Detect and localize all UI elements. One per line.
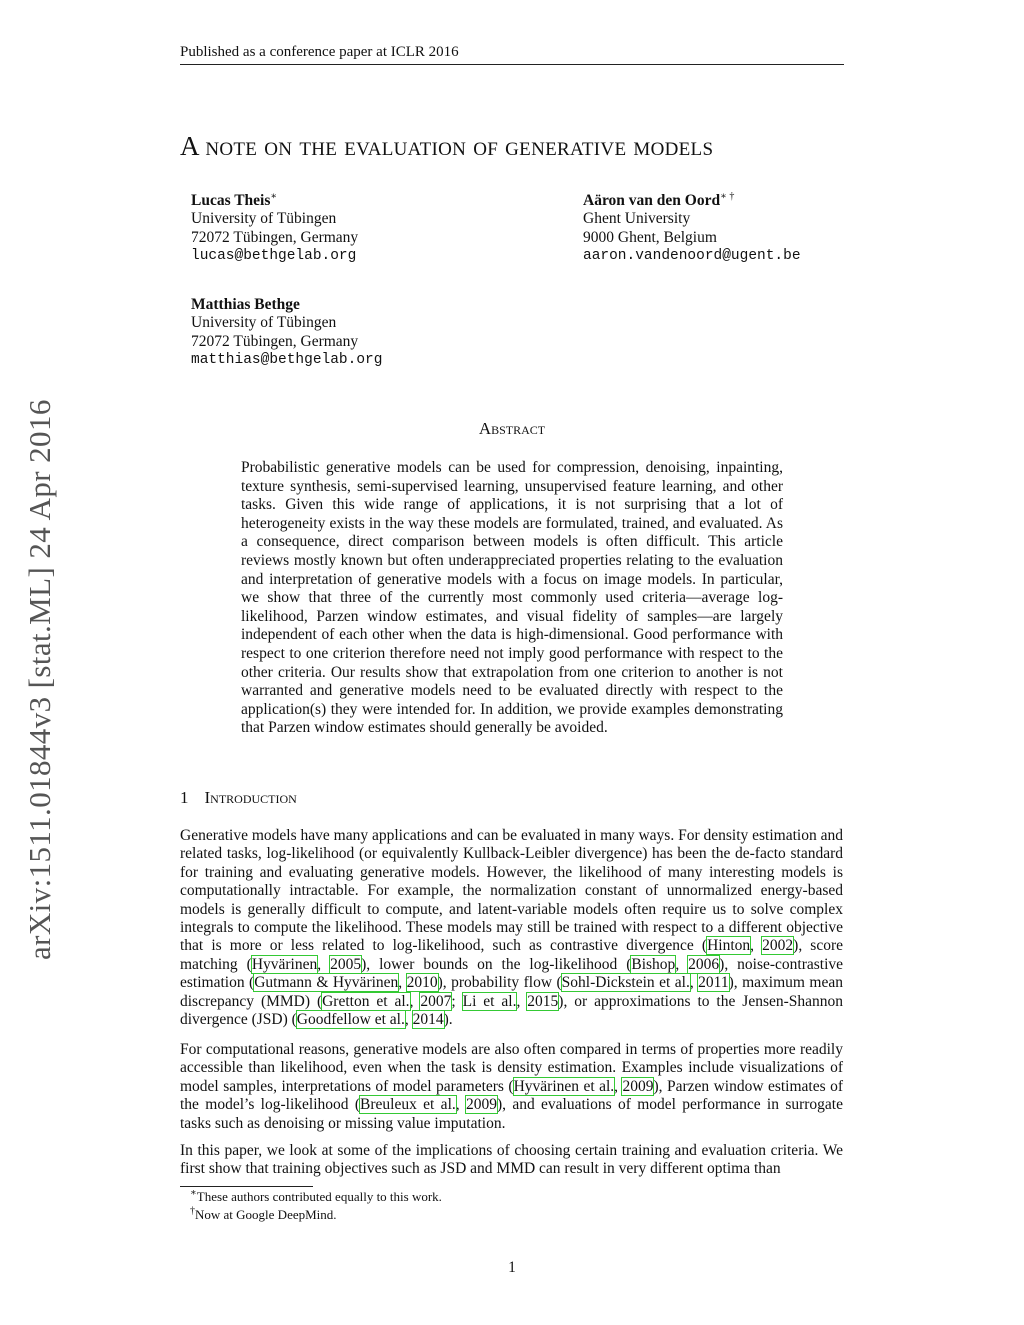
text-run: Generative models have many applications and can be evaluated in many ways. For density estimation and related tasks, log-likelihood (or equivalently Kullback-Leibler divergence) has been the de-facto standard for training and evaluating generative models. However, the likelihood of many interesting models is computationally intractable. For example, the normalization constant of unnormalized energy-based models is generally difficult to compute, and latent-variable models often require us to solve complex integrals to compute the likelihood. These models may still be trained with respect to a different objective that is more or less related to log-likelihood, such as contrastive divergence ( (180, 827, 843, 955)
author-affiliation: Ghent University (583, 210, 691, 228)
text-run: ), or approximations to the Jensen-Shannon divergence (JSD) ( (180, 992, 844, 1029)
citation-link[interactable]: Sohl-Dickstein et al. (561, 974, 690, 992)
citation-year-link[interactable]: 2015 (527, 992, 559, 1010)
footnote-text: These authors contributed equally to this work. (196, 1189, 442, 1204)
footnote-text: Now at Google DeepMind. (195, 1207, 337, 1222)
text-run: , (614, 1077, 623, 1095)
text-run: For computational reasons, generative models are also often compared in terms of properties more readily accessible than likelihood, even when the task is density estimation. Examples include visualizations of model samples, interpretations of model parameters ( (180, 1041, 843, 1095)
author-name: Aäron van den Oord (583, 192, 721, 209)
citation-link[interactable]: Gutmann & Hyvärinen (254, 974, 399, 992)
citation-link[interactable]: Li et al. (462, 992, 517, 1010)
footnote-mark: † (190, 1205, 195, 1217)
text-run: , (317, 955, 331, 973)
footnote-mark: ∗ (190, 1187, 197, 1199)
running-header: Published as a conference paper at ICLR 2016 (180, 44, 844, 65)
author-address: 9000 Ghent, Belgium (583, 228, 717, 246)
text-run: ), lower bounds on the log-likelihood ( (361, 955, 632, 973)
author-block-2 (583, 192, 801, 266)
citation-year-link[interactable]: 2011 (698, 974, 729, 992)
text-run: , (455, 1096, 466, 1114)
citation-link[interactable]: Breuleux et al. (360, 1096, 456, 1114)
intro-paragraph-3: In this paper, we look at some of the implications of choosing certain training and evaluation criteria. We first show that training objectives such as JSD and MMD can result in very different optima than (180, 1142, 843, 1178)
intro-paragraph-2 (180, 1041, 843, 1133)
author-block-1 (191, 192, 358, 266)
abstract-heading: Abstract (478, 419, 546, 438)
citation-link[interactable]: Hyvärinen (251, 955, 318, 973)
citation-year-link[interactable]: 2009 (465, 1096, 497, 1114)
text-run: ), noise-contrastive estimation ( (180, 955, 844, 992)
text-run: , (689, 974, 699, 992)
text-run: , (404, 1011, 413, 1029)
text-run: ), maximum mean discrepancy (MMD) ( (180, 974, 843, 1010)
text-run: ). (443, 1011, 453, 1029)
citation-link[interactable]: Bishop (631, 955, 676, 973)
author-email[interactable]: matthias@bethgelab.org (191, 352, 383, 369)
citation-year-link[interactable]: 2014 (412, 1011, 444, 1029)
footnote-1 (190, 1189, 442, 1205)
intro-paragraph-1 (180, 827, 843, 1029)
footnote-2 (190, 1207, 337, 1223)
section-number: 1 (180, 788, 189, 807)
author-address: 72072 Tübingen, Germany (191, 332, 359, 350)
author-block-3 (191, 296, 382, 370)
author-mark: ∗ † (720, 190, 735, 202)
citation-year-link[interactable]: 2009 (622, 1077, 654, 1095)
text-run: , (516, 992, 528, 1010)
citation-year-link[interactable]: 2006 (688, 955, 720, 973)
footnote-rule (180, 1186, 313, 1187)
author-email[interactable]: lucas@bethgelab.org (191, 248, 357, 265)
text-run: ), Parzen window estimates of the model’s log-likelihood ( (180, 1077, 843, 1114)
author-affiliation: University of Tübingen (191, 314, 337, 332)
text-run: ), probability flow ( (437, 974, 562, 992)
paper-title: A note on the evaluation of generative models (180, 131, 714, 161)
author-affiliation: University of Tübingen (191, 210, 337, 228)
author-address: 72072 Tübingen, Germany (191, 228, 359, 246)
abstract-text: Probabilistic generative models can be used for compression, denoising, inpainting, texture synthesis, semi-supervised learning, unsupervised feature learning, and other tasks. Given this wide range of applications, it is not surprising that a lot of heterogeneity exists in the way these models are formulated, trained, and evaluated. As a consequence, direct comparison between models is often difficult. This article reviews mostly known but often underappreciated properties relating to the evaluation and interpretation of generative models with a focus on image models. In particular, we show that three of the currently most commonly used criteria—average log-likelihood, Parzen window estimates, and visual fidelity of samples—are largely independent of each other when the data is high-dimensional. Good performance with respect to one criterion therefore need not imply good performance with respect to the other criteria. Our results show that extrapolation from one criterion to another is not warranted and generative models need to be evaluated directly with respect to the application(s) they were intended for. In addition, we provide examples demonstrating that Parzen window estimates should generally be avoided. (241, 459, 783, 737)
section-title: Introduction (204, 788, 297, 807)
text-run: , (675, 955, 689, 973)
citation-link[interactable]: Hinton (707, 937, 751, 955)
citation-link[interactable]: Gretton et al. (322, 992, 410, 1010)
author-mark: ∗ (270, 190, 278, 202)
author-name: Matthias Bethge (191, 296, 300, 313)
text-run: , (750, 937, 763, 955)
text-run: , (398, 974, 407, 992)
text-run: ), score matching ( (180, 937, 844, 973)
author-name: Lucas Theis (191, 192, 271, 209)
citation-year-link[interactable]: 2007 (420, 992, 452, 1010)
author-email[interactable]: aaron.vandenoord@ugent.be (583, 248, 801, 265)
arxiv-identifier: arXiv:1511.01844v3 [stat.ML] 24 Apr 2016 (22, 399, 57, 960)
text-run: ; (451, 992, 463, 1010)
citation-year-link[interactable]: 2002 (762, 937, 794, 955)
page-number: 1 (508, 1259, 516, 1276)
text-run: ), and evaluations of model performance in surrogate tasks such as denoising or missing value imputation. (180, 1096, 843, 1132)
citation-year-link[interactable]: 2005 (330, 955, 362, 973)
text-run: , (409, 992, 421, 1010)
section-heading (180, 788, 297, 808)
citation-link[interactable]: Hyvärinen et al. (513, 1077, 615, 1095)
citation-link[interactable]: Goodfellow et al. (296, 1011, 405, 1029)
citation-year-link[interactable]: 2010 (406, 974, 438, 992)
